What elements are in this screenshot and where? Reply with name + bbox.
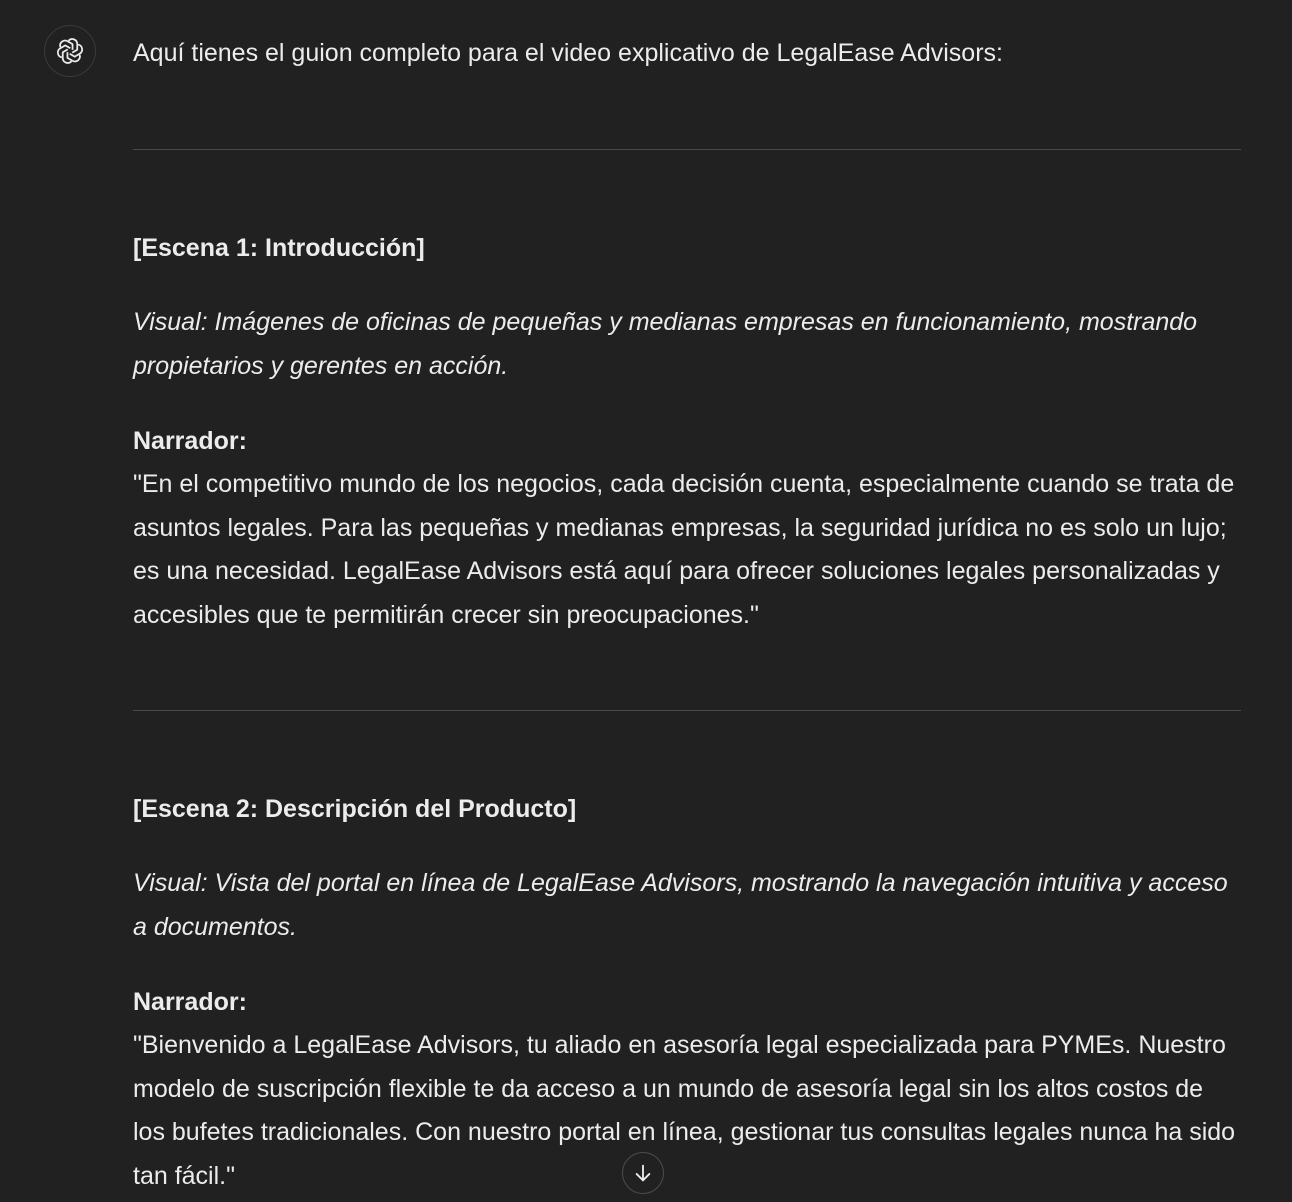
openai-logo-icon <box>55 36 85 66</box>
arrow-down-icon <box>632 1162 654 1184</box>
scene-1-visual: Visual: Imágenes de oficinas de pequeñas y medianas empresas en funcionamiento, mostrando propietarios y gerentes en acción. <box>133 308 1198 380</box>
assistant-avatar <box>44 25 96 77</box>
scene-1-narrator-label: Narrador: <box>133 427 247 455</box>
scene-1-narration: "En el competitivo mundo de los negocios, cada decisión cuenta, especialmente cuando se trata de asuntos legales. Para las pequeñas y medianas empresas, la seguridad jurídica no es solo un lujo; es una necesidad. LegalEase Advisors está aquí para ofrecer soluciones legales personalizadas y accesibles que te permitirán crecer sin preocupaciones." <box>133 470 1235 629</box>
message-intro: Aquí tienes el guion completo para el video explicativo de LegalEase Advisors: <box>133 39 1003 67</box>
divider <box>133 149 1241 150</box>
scene-2-narration: "Bienvenido a LegalEase Advisors, tu aliado en asesoría legal especializada para PYMEs. Nuestro modelo de suscripción flexible te da acceso a un mundo de asesoría legal sin los altos costos de los bufetes tradicionales. Con nuestro portal en línea, gestionar tus consultas legales nunca ha sido tan fácil." <box>133 1031 1236 1190</box>
scroll-to-bottom-button[interactable] <box>622 1152 664 1194</box>
scene-2-visual: Visual: Vista del portal en línea de LegalEase Advisors, mostrando la navegación intuitiva y acceso a documentos. <box>133 869 1228 941</box>
divider <box>133 710 1241 711</box>
scene-2-narrator-label: Narrador: <box>133 988 247 1016</box>
scene-1-heading: [Escena 1: Introducción] <box>133 234 425 262</box>
scene-2-heading: [Escena 2: Descripción del Producto] <box>133 795 577 823</box>
